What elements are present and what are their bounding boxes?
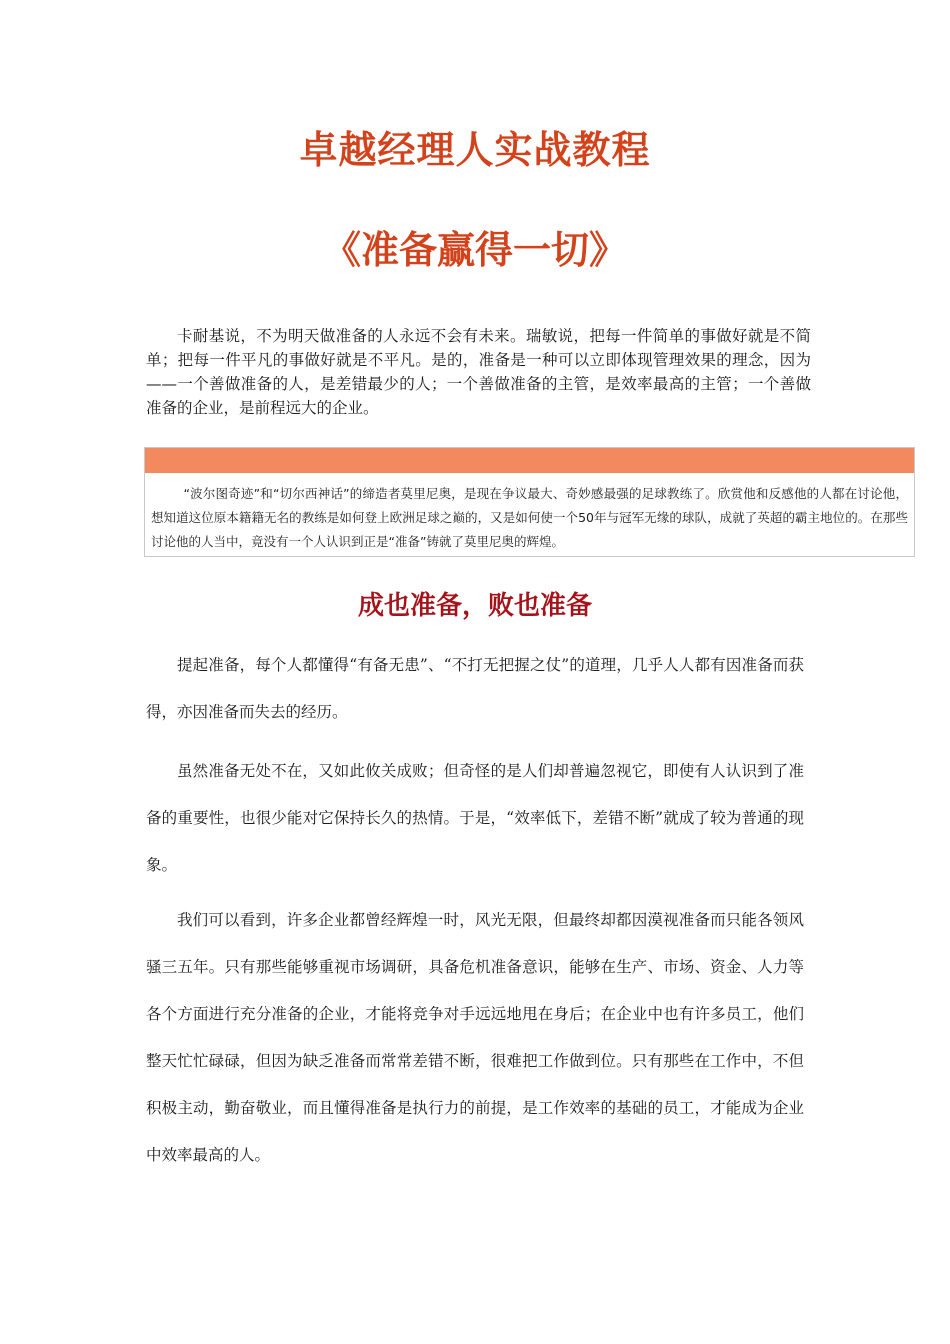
body-paragraph-2: 虽然准备无处不在，又如此攸关成败；但奇怪的是人们却普遍忽视它，即使有人认识到了准备的重要性，也很少能对它保持长久的热情。于是，“效率低下，差错不断”就成了较为普通的现象。 — [146, 762, 804, 874]
body-paragraph-1: 提起准备，每个人都懂得“有备无患”、“不打无把握之仗”的道理，几乎人人都有因准备而获得，亦因准备而失去的经历。 — [146, 656, 804, 721]
document-subtitle: 《准备赢得一切》 — [322, 227, 627, 272]
document-title: 卓越经理人实战教程 — [299, 127, 651, 172]
body-paragraph-3: 我们可以看到，许多企业都曾经辉煌一时，风光无限，但最终却都因漠视准备而只能各领风骚三五年。只有那些能够重视市场调研，具备危机准备意识，能够在生产、市场、资金、人力等各个方面进行充分准备的企业，才能将竞争对手远远地甩在身后；在企业中也有许多员工，他们整天忙忙碌碌，但因为缺乏准备而常常差错不断，很难把工作做到位。只有那些在工作中，不但积极主动，勤奋敬业，而且懂得准备是执行力的前提，是工作效率的基础的员工，才能成为企业中效率最高的人。 — [146, 911, 804, 1164]
intro-paragraph: 卡耐基说，不为明天做准备的人永远不会有未来。瑞敏说，把每一件简单的事做好就是不简单；把每一件平凡的事做好就是不平凡。是的，准备是一种可以立即体现管理效果的理念，因为——一个善做准备的人，是差错最少的人；一个善做准备的主管，是效率最高的主管；一个善做准备的企业，是前程远大的企业。 — [146, 327, 811, 417]
callout-header-bar — [145, 448, 914, 473]
section-title: 成也准备，败也准备 — [357, 591, 592, 621]
callout-text: “波尔图奇迹”和“切尔西神话”的缔造者莫里尼奥，是现在争议最大、奇妙感最强的足球教练了。欣赏他和反感他的人都在讨论他，想知道这位原本籍籍无名的教练是如何登上欧洲足球之巅的，又是如何使一个50年与冠军无缘的球队，成就了英超的霸主地位的。在那些讨论他的人当中，竟没有一个人认识到正是“准备”铸就了莫里尼奥的辉煌。 — [151, 486, 908, 549]
callout-box — [144, 447, 915, 557]
